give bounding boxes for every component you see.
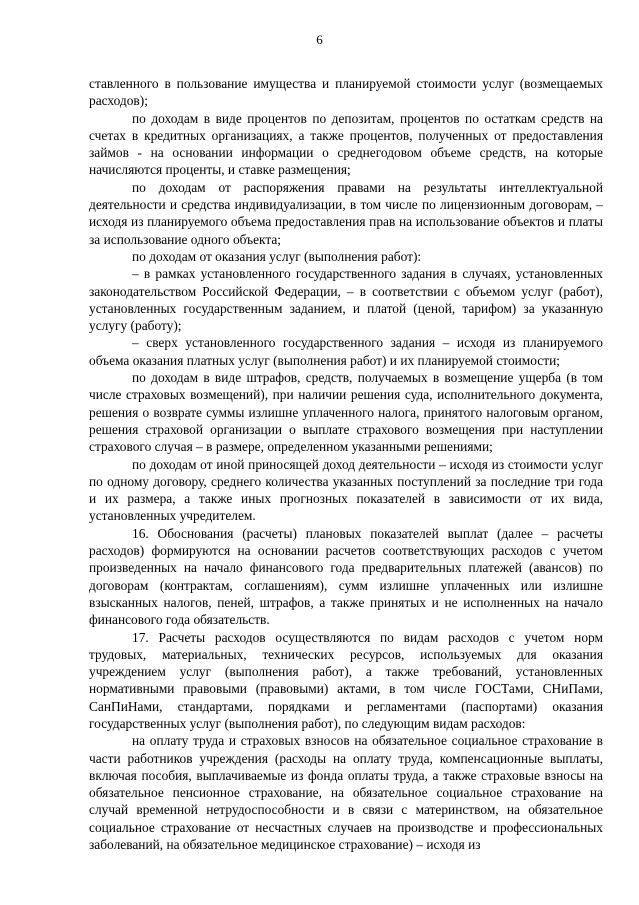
paragraph-fines: по доходам в виде штрафов, средств, получаемых в возмещение ущерба (в том числе страховых возмещений), при наличии решения суда, исполнительного документа, решения о возврате суммы излишне уплаченного налога, принятого налоговым органом, решения страховой организации о выплате страхового возмещения при наступлении страхового случая – в размере, определенном указанными решениями; (89, 370, 603, 455)
paragraph-section-16: 16. Обоснования (расчеты) плановых показателей выплат (далее – расчеты расходов) формируются на основании расчетов соответствующих расходов с учетом произведенных на начало финансового года предварительных платежей (авансов) по договорам (контрактам, соглашениям), сумм излишне уплаченных или излишне взысканных налогов, пеней, штрафов, а также принятых и не исполненных на начало финансового года обязательств. (89, 525, 603, 628)
paragraph-services-heading: по доходам от оказания услуг (выполнения работ): (132, 248, 422, 264)
paragraph-labor-costs: на оплату труда и страховых взносов на обязательное социальное страхование в части работников учреждения (расходы на оплату труда, компенсационные выплаты, включая пособия, выплачиваемые из фонда оплаты труда, а также страховые взносы на обязательное пенсионное страхование, на обязательное социальное страхование на случай временной нетрудоспособности и в связи с материнством, на обязательное социальное страхование от несчастных случаев на производстве и профессиональных заболеваний, на обязательное медицинское страхование) – исходя из (89, 733, 603, 853)
paragraph-deposit-interest: по доходам в виде процентов по депозитам, процентов по остаткам средств на счетах в кредитных организациях, а также процентов, полученных от предоставления займов - на основании информации о среднегодовом объеме средств, на которые начисляются проценты, и ставке размещения; (89, 110, 603, 178)
paragraph-other-income: по доходам от иной приносящей доход деятельности – исходя из стоимости услуг по одному договору, среднего количества указанных поступлений за последние три года и их размера, а также иных прогнозных показателей в зависимости от их вида, установленных учредителем. (89, 456, 603, 524)
paragraph-section-17: 17. Расчеты расходов осуществляются по видам расходов с учетом норм трудовых, материальных, технических ресурсов, используемых для оказания учреждением услуг (выполнения работ), а также требований, установленных нормативными правовыми (правовыми) актами, в том числе ГОСТами, СНиПами, СанПиНами, стандартами, порядками и регламентами (паспортами) оказания государственных услуг (выполнения работ), по следующим видам расходов: (89, 629, 603, 731)
paragraph-continuation: ставленного в пользование имущества и планируемой стоимости услуг (возмещаемых расходов); (89, 76, 603, 109)
paragraph-intellectual-property: по доходам от распоряжения правами на результаты интеллектуальной деятельности и средства индивидуализации, в том числе по лицензионным договорам, – исходя из планируемого объема предоставления прав на использование объектов и платы за использование одного объекта; (89, 179, 603, 247)
paragraph-above-assignment: – сверх установленного государственного задания – исходя из планируемого объема оказания платных услуг (выполнения работ) и их планируемой стоимости; (89, 335, 603, 368)
paragraph-state-assignment: – в рамках установленного государственного задания в случаях, установленных законодательством Российской Федерации, – в соответствии с объемом услуг (работ), установленных государственным заданием, и платой (ценой, тарифом) за указанную услугу (работу); (89, 266, 603, 334)
document-body (89, 75, 603, 853)
page-number: 6 (316, 32, 323, 47)
